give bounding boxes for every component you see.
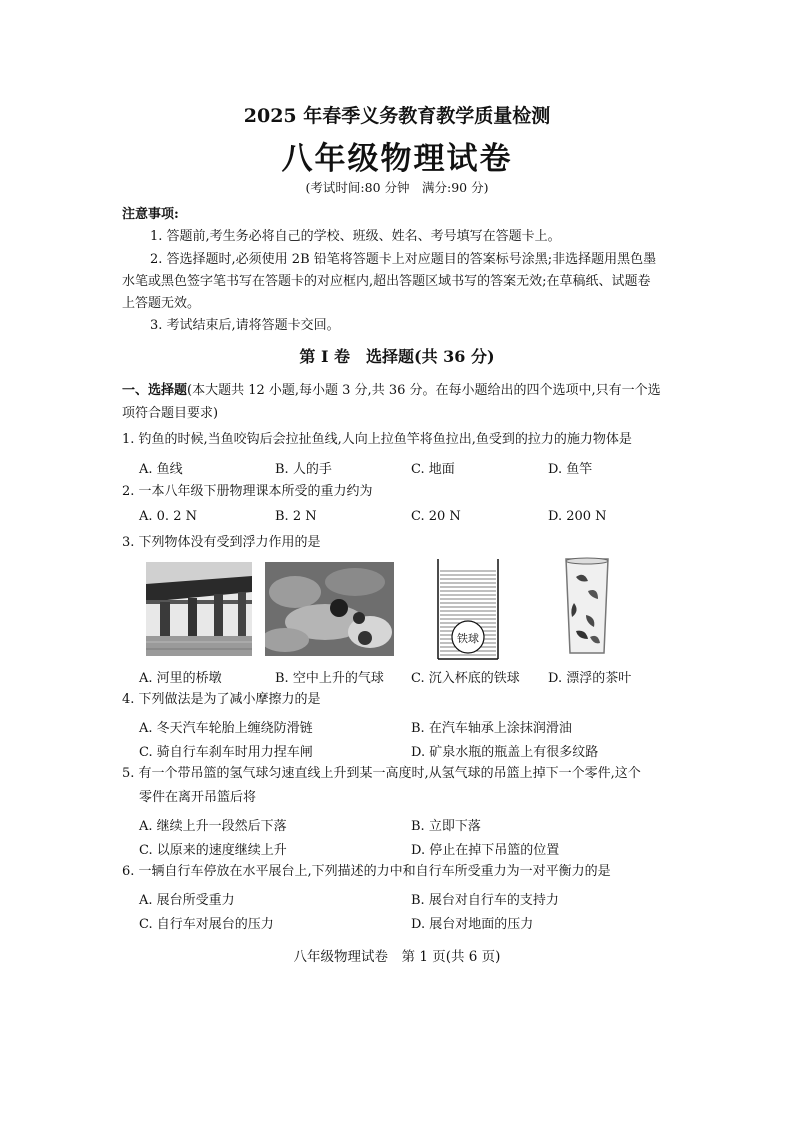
option-a: A. 河里的桥墩 (139, 671, 222, 686)
question-stem-cont: 零件在离开吊篮后将 (139, 790, 257, 805)
option-d: D. 停止在掉下吊篮的位置 (411, 843, 560, 858)
option-d: D. 漂浮的茶叶 (548, 671, 632, 686)
option-c: C. 自行车对展台的压力 (139, 917, 274, 932)
note-item: 2. 答选择题时,必须使用 2B 铅笔将答题卡上对应题目的答案标号涂黑;非选择题用黑色墨 (150, 252, 657, 267)
question-stem: 1. 钓鱼的时候,当鱼咬钩后会拉扯鱼线,人向上拉鱼竿将鱼拉出,鱼受到的拉力的施力物体是 (122, 432, 632, 447)
option-a: A. 鱼线 (139, 462, 183, 477)
option-b: B. 2 N (275, 509, 317, 524)
section-intro-text: (本大题共 12 小题,每小题 3 分,共 36 分。在每小题给出的四个选项中,只有一个选 (187, 383, 661, 398)
option-c: C. 沉入杯底的铁球 (411, 671, 520, 686)
tea-glass-photo (562, 555, 612, 657)
option-a: A. 冬天汽车轮胎上缠绕防滑链 (139, 721, 313, 736)
option-b: B. 空中上升的气球 (275, 671, 384, 686)
option-a: A. 继续上升一段然后下落 (139, 819, 287, 834)
note-item: 3. 考试结束后,请将答题卡交回。 (150, 318, 340, 333)
option-a: A. 展台所受重力 (139, 893, 235, 908)
option-b: B. 展台对自行车的支持力 (411, 893, 559, 908)
option-c: C. 骑自行车刹车时用力捏车闸 (139, 745, 313, 760)
option-d: D. 展台对地面的压力 (411, 917, 534, 932)
option-b: B. 立即下落 (411, 819, 481, 834)
option-c: C. 20 N (411, 509, 461, 524)
option-d: D. 200 N (548, 509, 607, 524)
question-stem: 3. 下列物体没有受到浮力作用的是 (122, 535, 321, 550)
subject-title: 八年级物理试卷 (281, 141, 513, 177)
page-footer: 八年级物理试卷 第 1 页(共 6 页) (293, 949, 501, 965)
section-intro (122, 383, 661, 399)
option-a: A. 0. 2 N (139, 509, 197, 524)
note-item: 1. 答题前,考生务必将自己的学校、班级、姓名、考号填写在答题卡上。 (150, 229, 561, 244)
option-c: C. 以原来的速度继续上升 (139, 843, 287, 858)
option-b: B. 人的手 (275, 462, 332, 477)
question-stem: 5. 有一个带吊篮的氢气球匀速直线上升到某一高度时,从氢气球的吊篮上掉下一个零件,这个 (122, 766, 641, 781)
exam-info: (考试时间:80 分钟 满分:90 分) (305, 180, 489, 195)
note-item: 上答题无效。 (122, 296, 201, 311)
option-c: C. 地面 (411, 462, 455, 477)
bridge-pier-photo (146, 562, 252, 656)
rising-balloon-photo (265, 562, 394, 656)
question-stem: 6. 一辆自行车停放在水平展台上,下列描述的力中和自行车所受重力为一对平衡力的是 (122, 864, 611, 879)
option-b: B. 在汽车轴承上涂抹润滑油 (411, 721, 572, 736)
section-title: 第 I 卷 选择题(共 36 分) (299, 347, 495, 366)
iron-ball-label: 铁球 (457, 632, 479, 645)
option-d: D. 鱼竿 (548, 462, 593, 477)
exam-title: 2025 年春季义务教育教学质量检测 (243, 105, 551, 127)
question-stem: 4. 下列做法是为了减小摩擦力的是 (122, 692, 321, 707)
option-d: D. 矿泉水瓶的瓶盖上有很多纹路 (411, 745, 599, 760)
notes-heading: 注意事项: (122, 207, 179, 222)
section-intro-label: 一、选择题 (122, 383, 188, 398)
note-item: 水笔或黑色签字笔书写在答题卡的对应框内,超出答题区域书写的答案无效;在草稿纸、试题卷 (122, 274, 651, 289)
section-intro-cont: 项符合题目要求) (122, 406, 219, 421)
question-stem: 2. 一本八年级下册物理课本所受的重力约为 (122, 484, 373, 499)
